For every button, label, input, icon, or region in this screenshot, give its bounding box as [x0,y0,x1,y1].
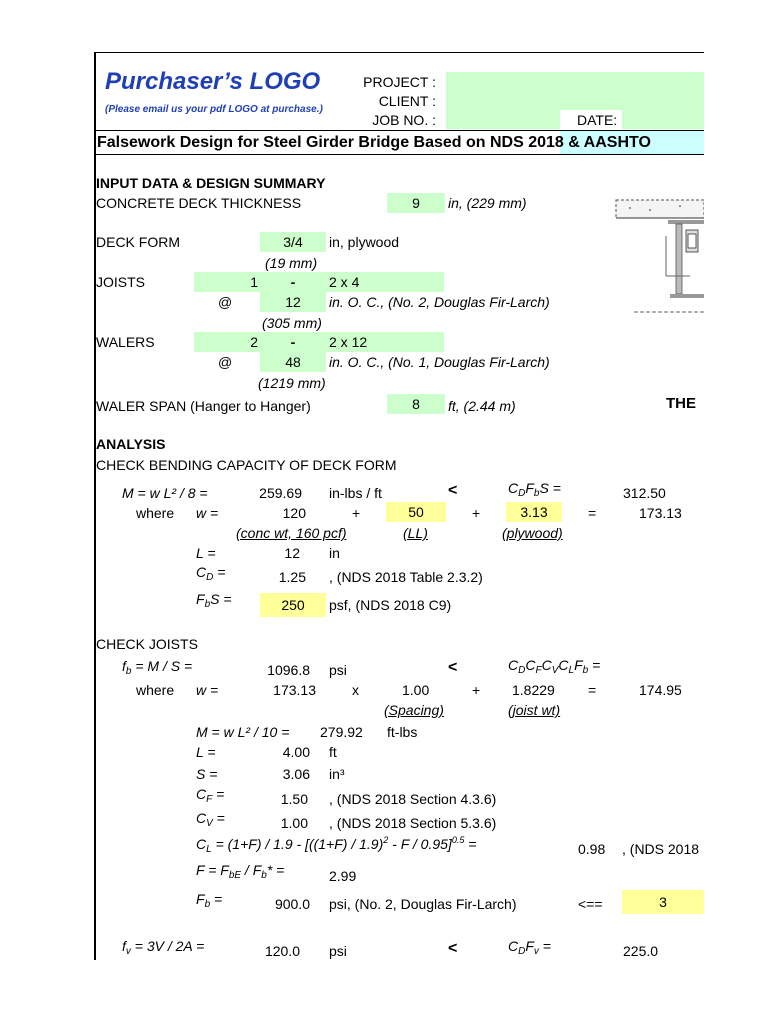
deck-moment-equation: M = w L² / 8 = [122,485,208,501]
joist-weight-note: (joist wt) [508,702,561,718]
joist-fb-equation: $f_b = M / S$ = [122,658,193,677]
walers-note: in. O. C., (No. 1, Douglas Fir-Larch) [329,354,550,370]
joist-shear-less-than: < [448,940,458,957]
joist-less-than: < [448,659,458,676]
project-label: PROJECT : [363,74,436,90]
joist-l-equation: L = [196,744,216,760]
joist-times: x [352,682,359,698]
joist-w-equation: w = [196,682,219,698]
deck-fbs-equation: $F_bS$ = [196,591,232,610]
joist-w-deck: 173.13 [273,682,316,698]
deck-form-label: DECK FORM [96,234,180,250]
joist-cv-equation: $C_V$ = [196,810,225,829]
joist-fbr-note: psi, (No. 2, Douglas Fir-Larch) [329,896,517,912]
client-label: CLIENT : [378,93,436,109]
walers-at: @ [218,354,233,370]
deck-cd-value: 1.25 [278,569,306,585]
joist-cf-note: , (NDS 2018 Section 4.3.6) [329,791,497,807]
joists-size-input[interactable]: 2 x 4 [326,272,444,292]
deck-cd-equation: $C_D$ = [196,564,226,583]
deck-l-unit: in [329,545,340,561]
deck-conc-weight: 120 [282,505,306,521]
joist-capacity-label: $C_DC_FC_VC_LF_b$ = [508,657,601,676]
deck-where: where [136,505,175,521]
purchaser-logo: Purchaser’s LOGO [105,68,321,95]
joist-grade-select[interactable]: 3 [622,890,704,914]
deck-live-load-input[interactable]: 50 [386,502,446,522]
deck-check-heading: CHECK BENDING CAPACITY OF DECK FORM [96,457,397,473]
joists-metric: (305 mm) [262,315,322,331]
input-heading: INPUT DATA & DESIGN SUMMARY [96,175,326,191]
deck-plywood-note: (plywood) [502,525,563,541]
joist-s-equation: S = [196,766,218,782]
joist-fbr-equation: $F_b$ = [196,891,223,910]
deck-thickness-input[interactable]: 9 [387,193,445,213]
joist-cf-value: 1.50 [280,791,308,807]
deck-ll-note: (LL) [403,525,428,541]
joists-label: JOISTS [96,274,146,290]
deck-w-total: 173.13 [639,505,682,521]
job-label: JOB NO. : [372,112,436,128]
deck-l-value: 12 [284,545,300,561]
walers-label: WALERS [96,334,155,350]
date-field[interactable] [622,110,704,129]
joist-f-equation: $F = F_{bE} / F_b*$ = [196,862,285,881]
joist-fb-unit: psi [329,662,347,678]
deck-conc-note: (conc wt, 160 pcf) [236,525,347,541]
joist-l-unit: ft [329,744,337,760]
joist-cv-note: , (NDS 2018 Section 5.3.6) [329,815,497,831]
joist-s-value: 3.06 [282,766,310,782]
joist-cf-equation: $C_F$ = [196,786,225,805]
deck-l-equation: L = [196,545,216,561]
joist-fb-value: 1096.8 [267,662,310,678]
joists-spacing-input[interactable]: 12 [260,292,326,312]
job-number-field[interactable] [446,110,560,129]
deck-moment-value: 259.69 [259,485,302,501]
joist-moment-equation: M = w L² / 10 = [196,724,290,740]
deck-thickness-label: CONCRETE DECK THICKNESS [96,195,302,211]
deck-less-than: < [448,482,458,499]
walers-metric: (1219 mm) [258,375,326,391]
top-border [94,52,704,53]
deck-moment-unit: in-lbs / ft [329,485,382,501]
deck-capacity-label: $C_DF_bS$ = [508,480,561,499]
joist-spacing-note: (Spacing) [384,702,444,718]
joist-fbr-value: 900.0 [274,896,310,912]
walers-dash: - [260,332,326,352]
page-title: Falsework Design for Steel Girder Bridge Based on NDS 2018 & AASHTO [97,134,651,151]
joist-fv-unit: psi [329,943,347,959]
joist-equals: = [588,682,597,698]
joist-moment-value: 279.92 [320,724,363,740]
joist-s-unit: in³ [329,766,345,782]
deck-capacity-value: 312.50 [623,485,666,501]
joist-spacing-factor: 1.00 [402,682,430,698]
walers-size-input[interactable]: 2 x 12 [326,332,444,352]
joist-arrow: <== [578,896,603,912]
date-label: DATE: [577,112,618,128]
deck-form-unit: in, plywood [329,234,400,250]
walers-count-input[interactable]: 2 [194,332,260,352]
joist-moment-unit: ft-lbs [387,724,418,740]
deck-plus-1: + [352,505,361,521]
deck-form-input[interactable]: 3/4 [260,232,326,252]
joist-shear-capacity-value: 225.0 [623,943,659,959]
walers-spacing-input[interactable]: 48 [260,352,326,372]
analysis-heading: ANALYSIS [96,436,166,452]
joist-where: where [136,682,175,698]
waler-span-input[interactable]: 8 [387,394,445,414]
project-client-field[interactable] [446,72,704,110]
joist-self-weight: 1.8229 [512,682,555,698]
deck-cd-note: , (NDS 2018 Table 2.3.2) [329,569,483,585]
joist-cl-equation: $C_L = (1+F) / 1.9 - [((1+F) / 1.9)^2 - F / 0.95]^{0.5}$ = [196,835,477,855]
deck-thickness-unit: in, (229 mm) [448,195,527,211]
joist-fv-value: 120.0 [264,943,300,959]
waler-span-label: WALER SPAN (Hanger to Hanger) [96,398,311,414]
joist-shear-capacity-label: $C_DF_v$ = [508,938,551,957]
joist-cl-value: 0.98 [578,841,606,857]
deck-equals: = [588,505,597,521]
waler-span-unit: ft, (2.44 m) [448,398,516,414]
joist-l-value: 4.00 [282,744,310,760]
joist-w-total: 174.95 [639,682,682,698]
the-label: THE [666,395,696,412]
girder-section-diagram [610,196,704,320]
joists-note: in. O. C., (No. 2, Douglas Fir-Larch) [329,294,550,310]
joist-cl-note: , (NDS 2018 [622,841,700,857]
deck-form-metric: (19 mm) [265,255,318,271]
joists-count-input[interactable]: 1 [194,272,260,292]
deck-plywood-weight: 3.13 [506,502,562,522]
deck-fbs-note: psf, (NDS 2018 C9) [329,597,452,613]
logo-note: (Please email us your pdf LOGO at purchase.) [105,104,323,115]
joist-f-value: 2.99 [329,868,357,884]
deck-fbs-input[interactable]: 250 [260,593,326,617]
joists-dash: - [260,272,326,292]
joist-fv-equation: $f_v = 3V / 2A$ = [122,938,205,957]
title-bottom-border [94,154,704,155]
joist-plus: + [472,682,481,698]
deck-w-equation: w = [196,505,219,521]
joists-check-heading: CHECK JOISTS [96,636,198,652]
joists-at: @ [218,294,233,310]
deck-plus-2: + [472,505,481,521]
joist-cv-value: 1.00 [280,815,308,831]
